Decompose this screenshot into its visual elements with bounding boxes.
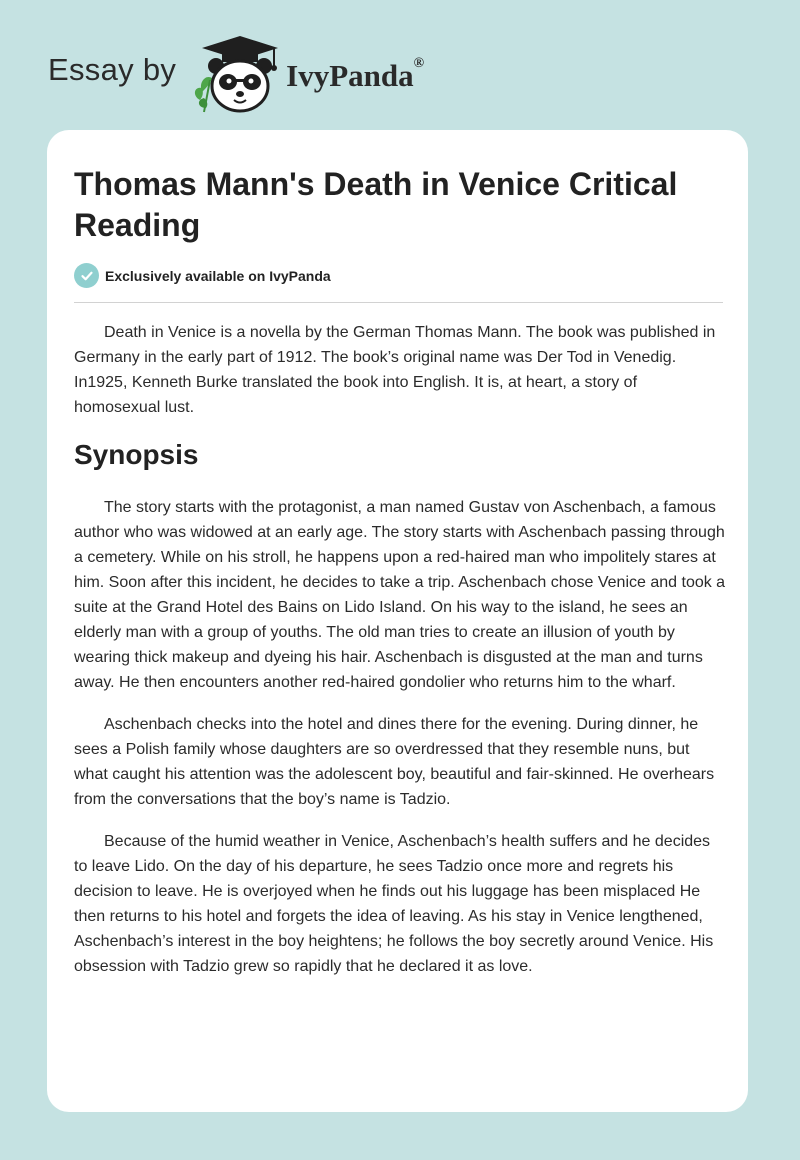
- check-icon: [74, 263, 99, 288]
- panda-graduate-icon: [188, 34, 282, 114]
- section-heading-synopsis: Synopsis: [74, 439, 199, 470]
- body-paragraph: The story starts with the protagonist, a man named Gustav von Aschenbach, a famous author who was widowed at an early age. The story starts with Aschenbach passing through a cemetery. While on his stroll, he happens upon a red-haired man who impolitely stares at him. Soon after this incident, he decides to take a trip. Aschenbach chose Venice and took a suite at the Grand Hotel des Bains on Lido Island. On his way to the island, he sees an elderly man with a group of youths. The old man tries to create an illusion of youth by wearing thick makeup and dyeing his hair. Aschenbach is disgusted at the man and turns away. He then encounters another red-haired gondolier who returns him to the wharf.: [74, 499, 726, 691]
- article-body: [74, 320, 726, 996]
- article-card: [47, 130, 748, 1112]
- essay-by-label: Essay by: [48, 52, 177, 87]
- body-paragraph: Aschenbach checks into the hotel and dines there for the evening. During dinner, he sees a Polish family whose daughters are so overdressed that they resemble nuns, but what caught his attention was the adolescent boy, beautiful and fair-skinned. He overhears from the conversations that the boy’s name is Tadzio.: [74, 716, 715, 808]
- exclusive-label: Exclusively available on IvyPanda: [105, 267, 331, 284]
- site-header: [48, 34, 424, 114]
- body-paragraph: Because of the humid weather in Venice, Aschenbach’s health suffers and he decides to leave Lido. On the day of his departure, he sees Tadzio once more and regrets his decision to leave. He is overjoyed when he finds out his luggage has been misplaced He then returns to his hotel and forgets the idea of leaving. As his stay in Venice lengthened, Aschenbach’s interest in the boy heightens; he follows the boy secretly around Venice. His obsession with Tadzio grew so rapidly that he declared it as love.: [74, 833, 714, 975]
- divider: [74, 302, 723, 303]
- trademark-symbol: ®: [413, 56, 425, 71]
- intro-paragraph: Death in Venice is a novella by the German Thomas Mann. The book was published in Germany in the early part of 1912. The book’s original name was Der Tod in Venedig. In1925, Kenneth Burke translated the book into English. It is, at heart, a story of homosexual lust.: [74, 324, 716, 416]
- exclusive-badge: [74, 263, 331, 288]
- article-title: Thomas Mann's Death in Venice Critical Reading: [74, 166, 678, 243]
- brand-name: IvyPanda®: [286, 56, 425, 93]
